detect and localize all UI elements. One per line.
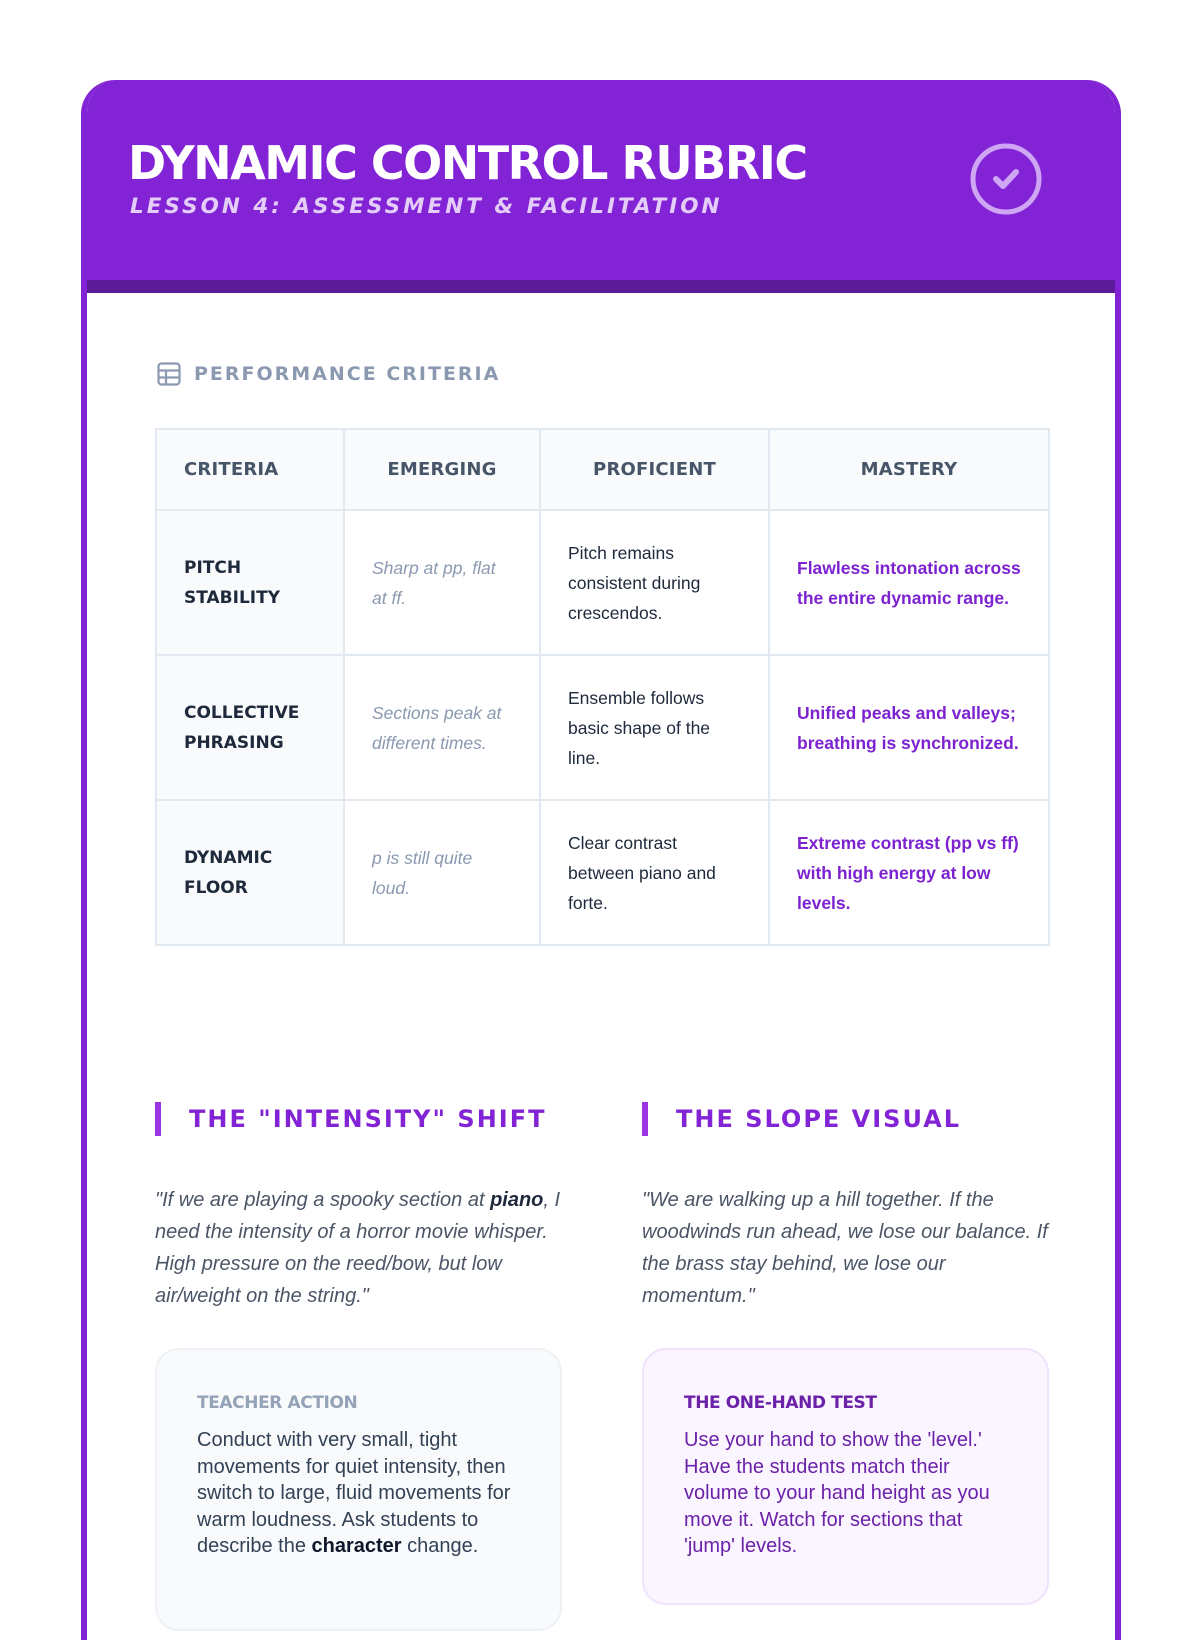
quote-emphasis: piano [490,1189,544,1211]
table-row [156,510,1049,655]
emerging-cell: Sharp at pp, flat at ff. [344,510,540,655]
criteria-cell: COLLECTIVE PHRASING [156,655,344,800]
check-circle-icon [969,142,1043,216]
heading-accent-bar [642,1102,648,1136]
slope-visual-heading [642,1102,1049,1136]
rubric-card [81,80,1121,1640]
proficient-cell: Pitch remains consistent during crescendos. [540,510,769,655]
mastery-cell: Extreme contrast (pp vs ff) with high energy at low levels. [769,800,1049,945]
slope-visual-title: THE SLOPE VISUAL [676,1105,962,1133]
teacher-action-box [155,1348,562,1631]
slope-quote: "We are walking up a hill together. If the woodwinds run ahead, we lose our balance. If the brass stay behind, we lose our momentum." [642,1189,1048,1307]
one-hand-test-text: Use your hand to show the 'level.' Have the students match their volume to your hand height as you move it. Watch for sections that 'jump' levels. [684,1429,990,1557]
table-grid-icon [156,361,182,387]
table-header-row [156,429,1049,510]
intensity-shift-heading [155,1102,562,1136]
rubric-table [155,428,1050,946]
proficient-cell: Ensemble follows basic shape of the line. [540,655,769,800]
box-text-emphasis: character [311,1535,402,1557]
quote-text: , I need the intensity of a horror movie whisper. High pressure on the reed/bow, but low air/weight on the string." [155,1189,561,1307]
table-row [156,800,1049,945]
column-header-criteria: CRITERIA [156,429,344,510]
section-label-text: PERFORMANCE CRITERIA [194,363,501,385]
teacher-action-label: TEACHER ACTION [197,1393,358,1413]
emerging-cell: Sections peak at different times. [344,655,540,800]
column-header-mastery: MASTERY [769,429,1049,510]
proficient-cell: Clear contrast between piano and forte. [540,800,769,945]
header-divider [81,280,1121,293]
header-banner [81,80,1121,293]
emerging-cell: p is still quite loud. [344,800,540,945]
slope-visual-section [642,1102,1049,1557]
box-text: Conduct with very small, tight movements for quiet intensity, then switch to large, fluid movements for warm loudness. Ask students to describe the [197,1429,511,1557]
mastery-cell: Flawless intonation across the entire dynamic range. [769,510,1049,655]
table-row [156,655,1049,800]
heading-accent-bar [155,1102,161,1136]
box-text: change. [401,1535,479,1557]
mastery-cell: Unified peaks and valleys; breathing is synchronized. [769,655,1049,800]
criteria-cell: PITCH STABILITY [156,510,344,655]
intensity-shift-section [155,1102,562,1557]
page-subtitle: LESSON 4: ASSESSMENT & FACILITATION [130,194,723,219]
intensity-quote [155,1184,562,1312]
quote-text: "If we are playing a spooky section at [155,1189,491,1211]
criteria-cell: DYNAMIC FLOOR [156,800,344,945]
intensity-shift-title: THE "INTENSITY" SHIFT [189,1105,547,1133]
column-header-proficient: PROFICIENT [540,429,769,510]
column-header-emerging: EMERGING [344,429,540,510]
teacher-action-text [197,1427,520,1560]
page-title: DYNAMIC CONTROL RUBRIC [128,136,807,190]
one-hand-test-label: THE ONE-HAND TEST [684,1393,877,1413]
performance-criteria-label [156,361,500,387]
one-hand-test-box [642,1348,1049,1605]
